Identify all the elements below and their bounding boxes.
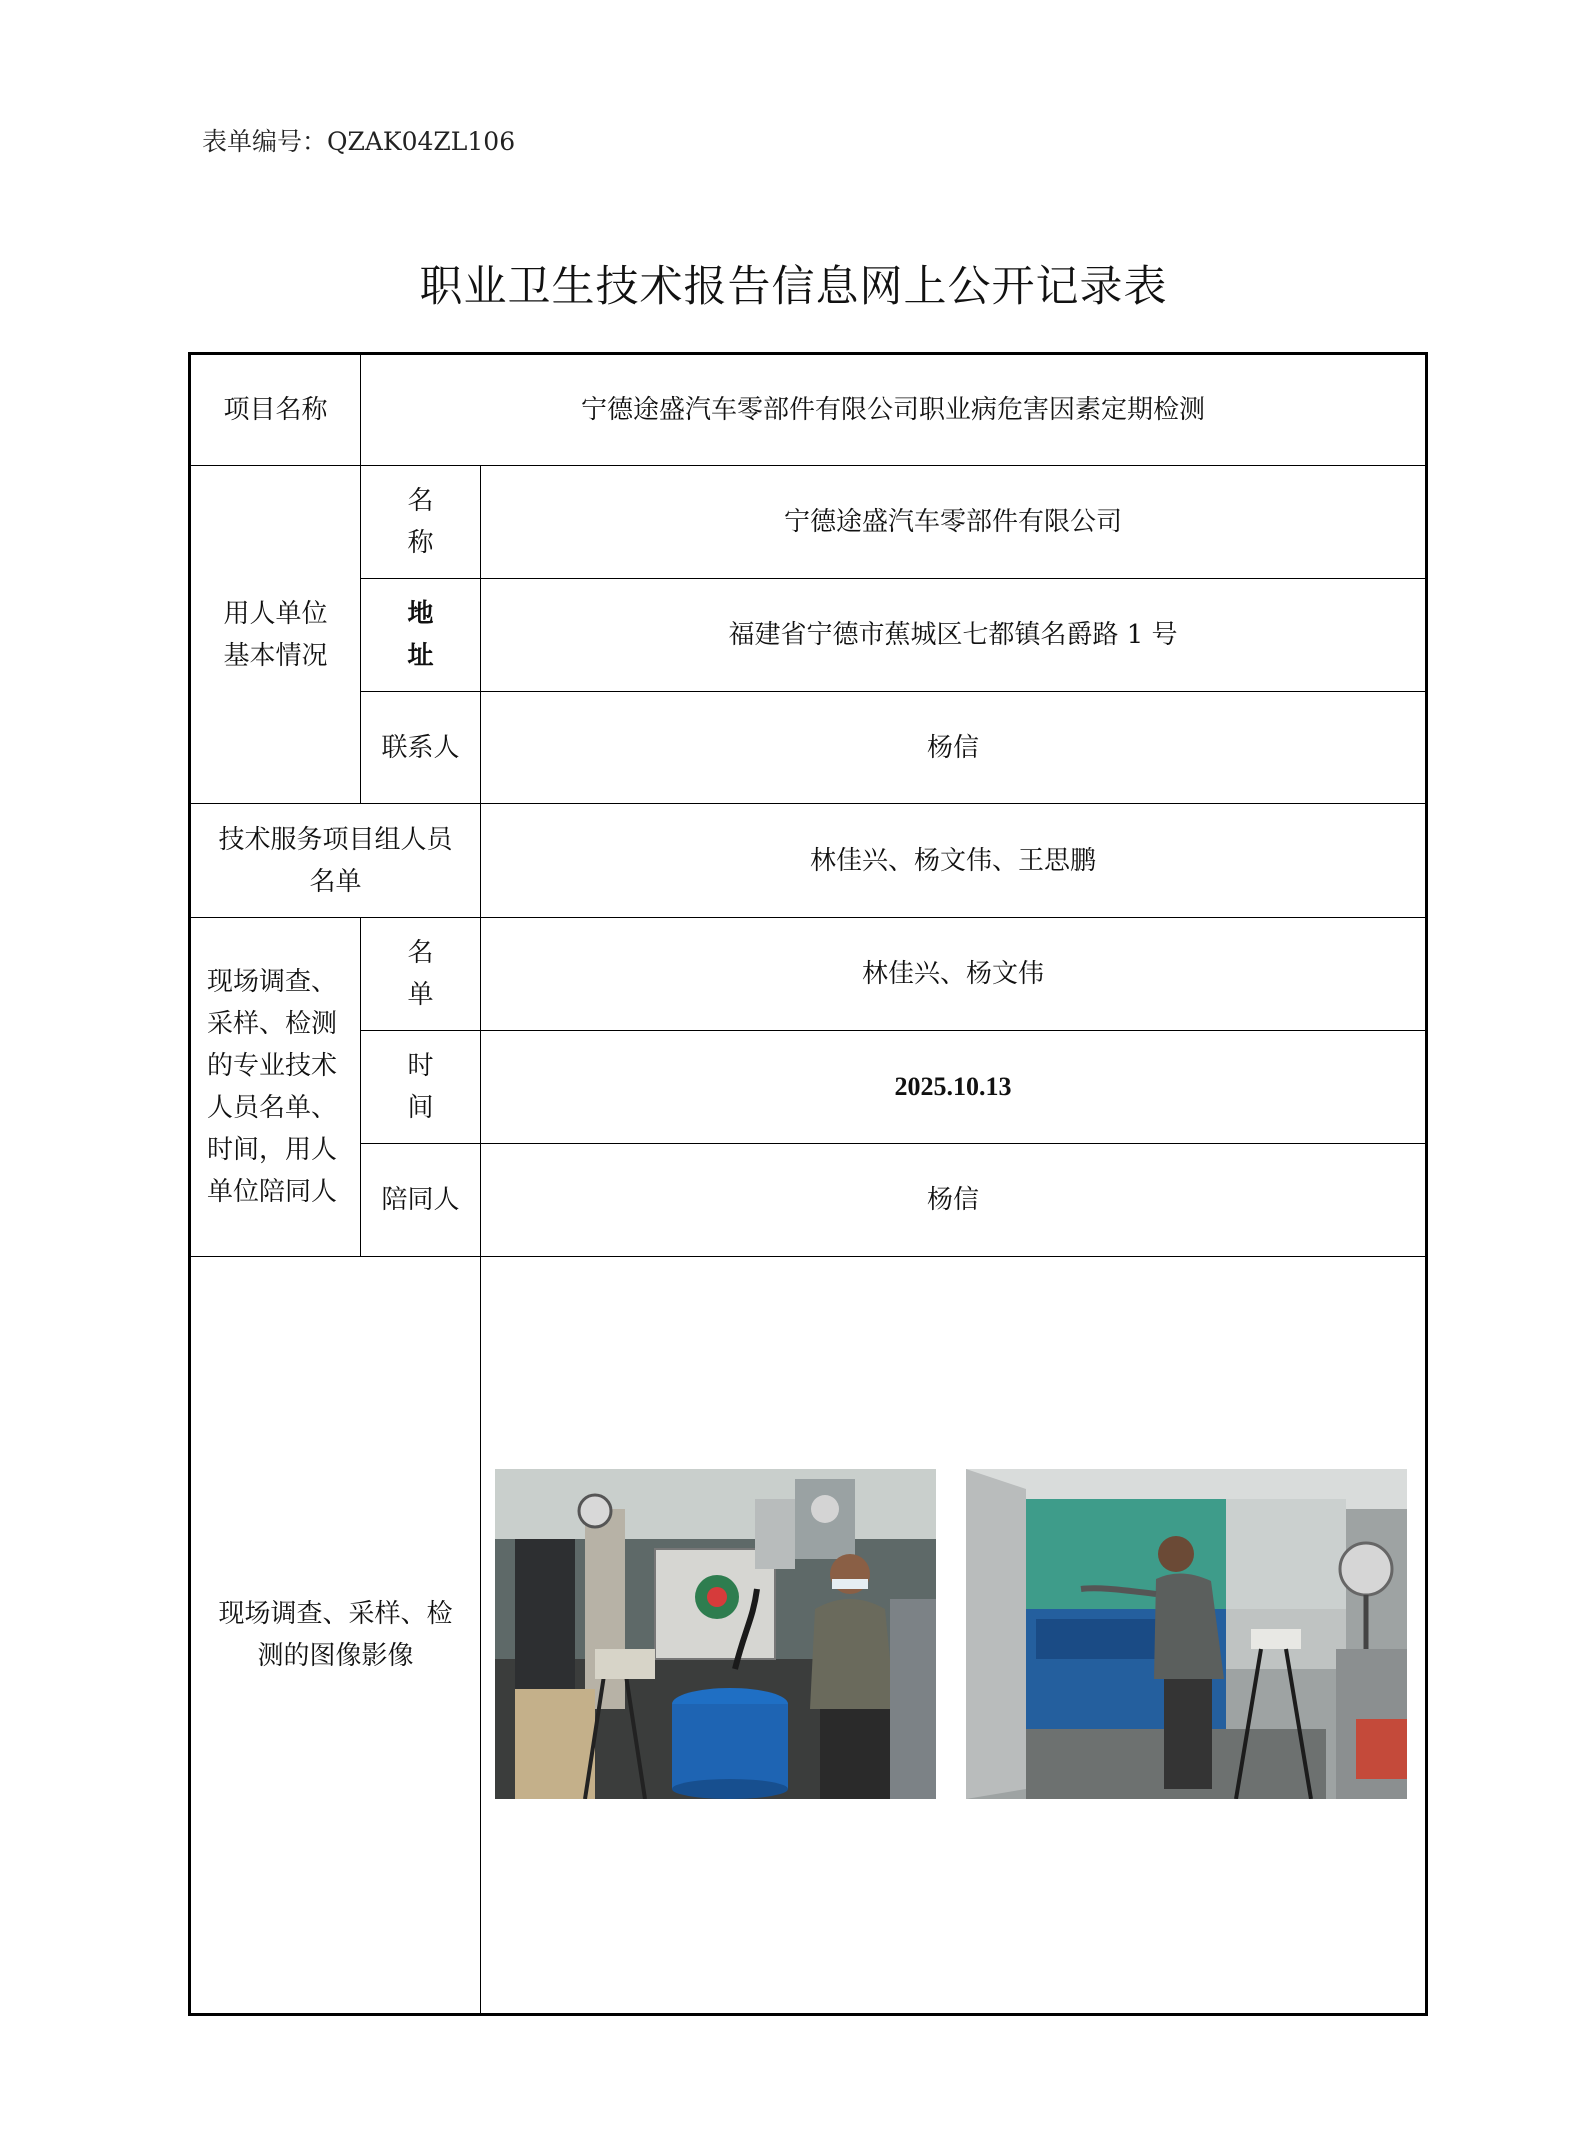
images-label-line2: 测的图像影像: [257, 1641, 414, 1671]
images-label: [190, 1257, 481, 2015]
site-time-label: 时间: [361, 1031, 481, 1144]
employer-address-label: 地址: [361, 579, 481, 692]
team-label-line1: 技术服务项目组人员: [218, 824, 453, 855]
team-label: [190, 804, 481, 918]
team-value: 林佳兴、杨文伟、王思鹏: [481, 804, 1427, 918]
row-site-time: [190, 1031, 1427, 1144]
site-label: [190, 918, 361, 1257]
employer-label-line1: 用人单位: [223, 598, 328, 629]
site-time-value: 2025.10.13: [481, 1031, 1427, 1144]
site-label-line: 人员名单、: [207, 1093, 338, 1123]
row-employer-address: [190, 579, 1427, 692]
site-label-line: 的专业技术: [207, 1051, 338, 1081]
employer-label: [190, 466, 361, 804]
employer-address-value: 福建省宁德市蕉城区七都镇名爵路 1 号: [481, 579, 1427, 692]
team-label-line2: 名单: [309, 866, 362, 897]
site-photo-spray-booth: [966, 1469, 1407, 1799]
site-escort-value: 杨信: [481, 1144, 1427, 1257]
employer-contact-value: 杨信: [481, 692, 1427, 804]
record-table: [188, 352, 1428, 2016]
employer-name-value: 宁德途盛汽车零部件有限公司: [481, 466, 1427, 579]
form-number: 表单编号：QZAK04ZL106: [202, 127, 516, 156]
row-site-names: [190, 918, 1427, 1031]
employer-label-line2: 基本情况: [223, 640, 328, 671]
site-label-line: 单位陪同人: [207, 1177, 338, 1207]
row-site-escort: [190, 1144, 1427, 1257]
row-employer-contact: [190, 692, 1427, 804]
employer-name-label: 名称: [361, 466, 481, 579]
row-project: [190, 354, 1427, 466]
site-label-line: 时间，用人: [207, 1135, 338, 1165]
site-names-value: 林佳兴、杨文伟: [481, 918, 1427, 1031]
project-value: 宁德途盛汽车零部件有限公司职业病危害因素定期检测: [361, 354, 1427, 466]
site-escort-label: 陪同人: [361, 1144, 481, 1257]
document-title: 职业卫生技术报告信息网上公开记录表: [419, 262, 1168, 312]
employer-contact-label: 联系人: [361, 692, 481, 804]
row-images: [190, 1257, 1427, 2015]
site-names-label: 名单: [361, 918, 481, 1031]
site-label-line: 采样、检测: [207, 1009, 338, 1039]
site-label-line: 现场调查、: [207, 967, 338, 997]
photo-area: [481, 1257, 1425, 2013]
site-photo-sampling-equipment: [495, 1469, 936, 1799]
row-team: [190, 804, 1427, 918]
images-cell: [481, 1257, 1427, 2015]
images-label-line1: 现场调查、采样、检: [218, 1599, 453, 1629]
project-label: 项目名称: [190, 354, 361, 466]
row-employer-name: [190, 466, 1427, 579]
